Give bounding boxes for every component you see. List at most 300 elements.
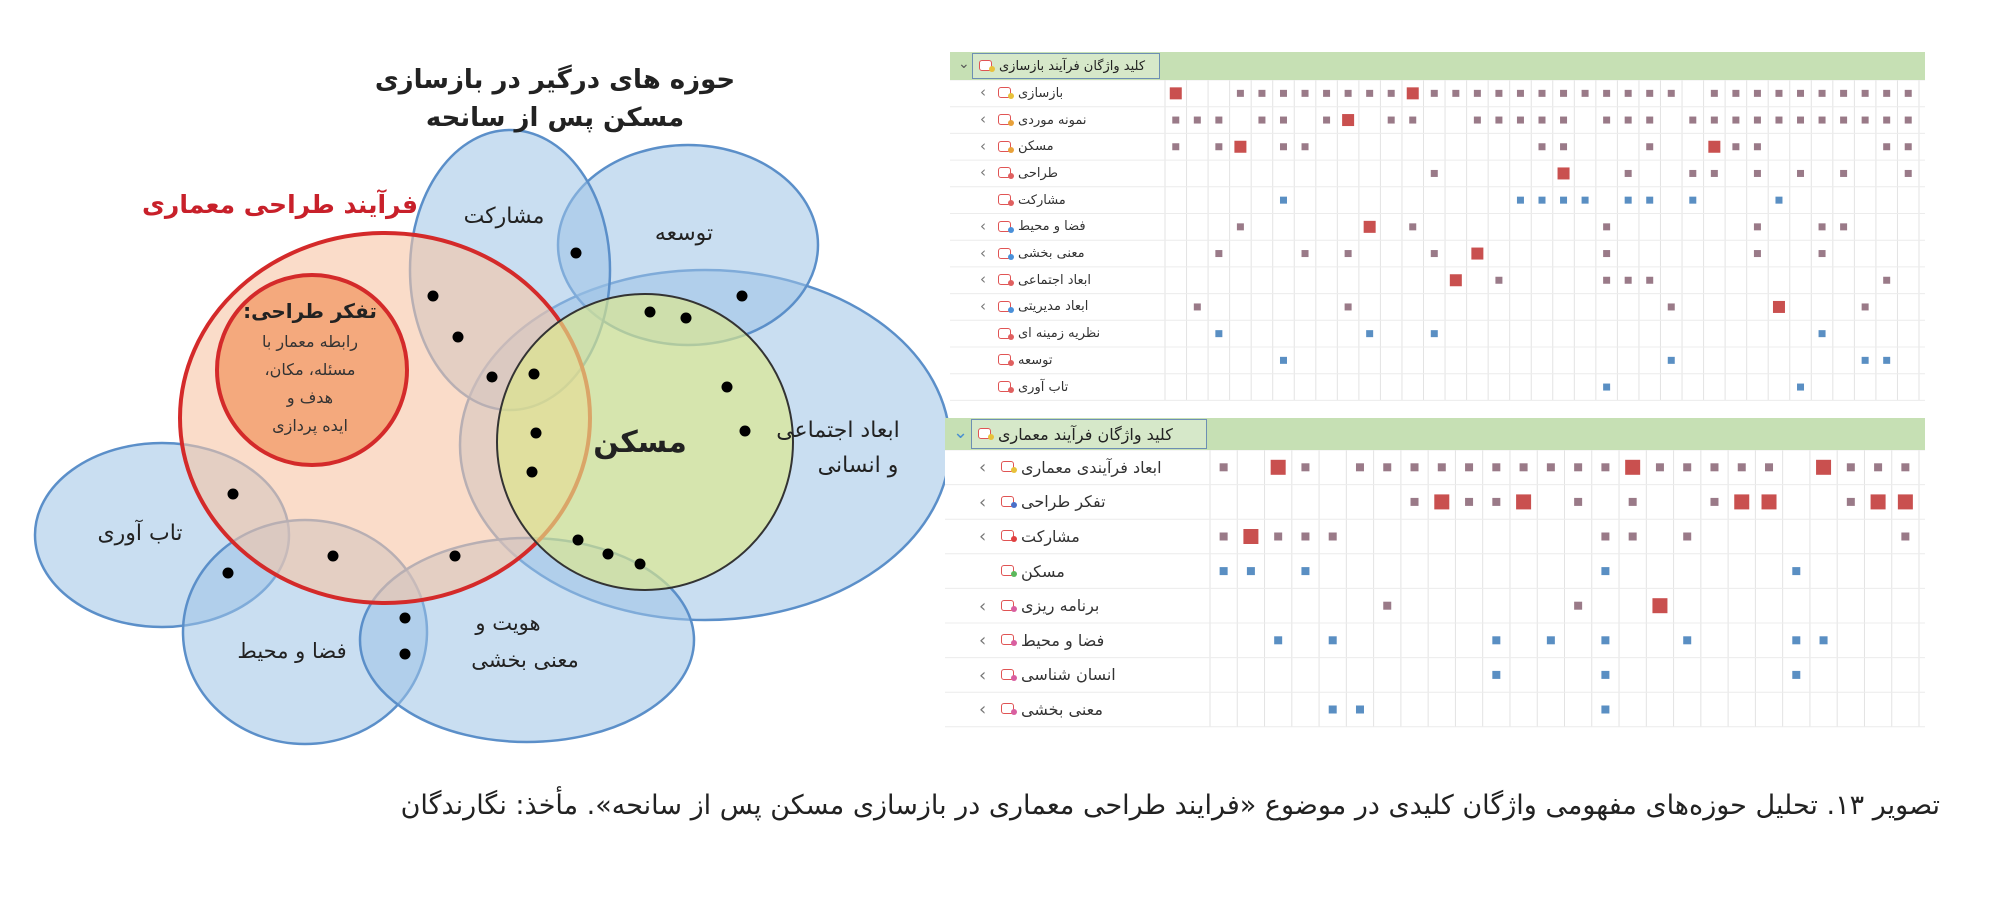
code-occurrence-marker[interactable]	[1302, 90, 1309, 97]
code-icon	[998, 274, 1014, 286]
code-occurrence-marker[interactable]	[1465, 498, 1473, 506]
expand-chevron-icon[interactable]: ‹	[980, 110, 986, 129]
code-occurrence-marker[interactable]	[1668, 303, 1675, 310]
matrix-row-label: مشارکت	[1018, 192, 1066, 208]
matrix-row[interactable]	[950, 240, 1165, 267]
code-occurrence-marker[interactable]	[1629, 498, 1637, 506]
matrix-header-label: کلید واژگان فرآیند معماری	[998, 424, 1173, 444]
code-occurrence-marker[interactable]	[1342, 114, 1354, 126]
code-occurrence-marker[interactable]	[1243, 529, 1258, 544]
code-occurrence-marker[interactable]	[1301, 533, 1309, 541]
code-occurrence-marker[interactable]	[1431, 90, 1438, 97]
venn-dot	[722, 382, 733, 393]
code-occurrence-marker[interactable]	[1280, 90, 1287, 97]
venn-dot	[400, 613, 411, 624]
code-occurrence-marker[interactable]	[1539, 197, 1546, 204]
code-occurrence-marker[interactable]	[1901, 463, 1909, 471]
code-occurrence-marker[interactable]	[1775, 90, 1782, 97]
code-occurrence-marker[interactable]	[1840, 223, 1847, 230]
social-label-line2: و انسانی	[817, 453, 899, 478]
code-occurrence-marker[interactable]	[1601, 706, 1609, 714]
expand-chevron-icon[interactable]: ‹	[980, 270, 986, 289]
code-occurrence-marker[interactable]	[1539, 90, 1546, 97]
code-occurrence-marker[interactable]	[1383, 463, 1391, 471]
venn-dot	[571, 248, 582, 259]
design-thinking-line: مسئله، مکان،	[264, 360, 356, 379]
code-occurrence-marker[interactable]	[1302, 143, 1309, 150]
code-occurrence-marker[interactable]	[1625, 460, 1640, 475]
expand-chevron-icon[interactable]: ‹	[980, 83, 986, 102]
design-thinking-heading: تفکر طراحی:	[243, 299, 377, 323]
code-occurrence-marker[interactable]	[1329, 636, 1337, 644]
diagram-title-line2: مسکن پس از سانحه	[425, 103, 685, 133]
matrix-row-label: نظریه زمینه ای	[1018, 326, 1101, 342]
code-occurrence-marker[interactable]	[1754, 250, 1761, 257]
code-occurrence-marker[interactable]	[1280, 357, 1287, 364]
matrix-row[interactable]	[950, 160, 1165, 187]
code-occurrence-marker[interactable]	[1450, 274, 1462, 286]
code-occurrence-marker[interactable]	[1215, 330, 1222, 337]
code-occurrence-marker[interactable]	[1754, 170, 1761, 177]
code-occurrence-marker[interactable]	[1431, 330, 1438, 337]
matrix-row-label: برنامه ریزی	[1021, 596, 1100, 616]
matrix-row[interactable]	[950, 187, 1165, 214]
code-occurrence-marker[interactable]	[1689, 117, 1696, 124]
code-occurrence-marker[interactable]	[1898, 494, 1913, 509]
code-occurrence-marker[interactable]	[1797, 384, 1804, 391]
code-occurrence-marker[interactable]	[1883, 117, 1890, 124]
code-occurrence-marker[interactable]	[1792, 636, 1800, 644]
code-occurrence-marker[interactable]	[1603, 223, 1610, 230]
code-occurrence-marker[interactable]	[1329, 533, 1337, 541]
code-occurrence-marker[interactable]	[1434, 494, 1449, 509]
code-occurrence-marker[interactable]	[1819, 250, 1826, 257]
development-label: توسعه	[654, 221, 714, 246]
code-occurrence-marker[interactable]	[1732, 117, 1739, 124]
code-occurrence-marker[interactable]	[1601, 567, 1609, 575]
matrix-row-label: ابعاد فرآیندی معماری	[1021, 457, 1162, 477]
code-occurrence-marker[interactable]	[1601, 463, 1609, 471]
matrix-row-label: توسعه	[1018, 352, 1053, 368]
design-thinking-line: هدف و	[286, 388, 334, 407]
code-occurrence-marker[interactable]	[1574, 602, 1582, 610]
code-occurrence-marker[interactable]	[1862, 90, 1869, 97]
code-icon	[998, 354, 1014, 366]
expand-chevron-icon[interactable]: ‹	[980, 136, 986, 155]
code-occurrence-marker[interactable]	[1356, 706, 1364, 714]
code-occurrence-marker[interactable]	[1520, 463, 1528, 471]
code-occurrence-marker[interactable]	[1302, 250, 1309, 257]
matrix-row[interactable]	[950, 347, 1165, 374]
code-occurrence-marker[interactable]	[1775, 117, 1782, 124]
code-occurrence-marker[interactable]	[1582, 90, 1589, 97]
venn-dot	[223, 568, 234, 579]
matrix-row-label: مسکن	[1021, 561, 1065, 581]
code-occurrence-marker[interactable]	[1194, 303, 1201, 310]
code-occurrence-marker[interactable]	[1517, 90, 1524, 97]
code-occurrence-marker[interactable]	[1237, 223, 1244, 230]
code-occurrence-marker[interactable]	[1775, 197, 1782, 204]
code-occurrence-marker[interactable]	[1517, 117, 1524, 124]
matrix-row[interactable]	[945, 588, 1210, 623]
code-occurrence-marker[interactable]	[1301, 567, 1309, 575]
expand-chevron-icon[interactable]: ‹	[979, 664, 987, 686]
code-occurrence-marker[interactable]	[1323, 117, 1330, 124]
code-occurrence-marker[interactable]	[1356, 463, 1364, 471]
matrix-row[interactable]	[950, 214, 1165, 241]
code-icon	[998, 114, 1014, 126]
venn-dot	[450, 551, 461, 562]
code-occurrence-marker[interactable]	[1603, 90, 1610, 97]
code-occurrence-marker[interactable]	[1492, 636, 1500, 644]
code-occurrence-marker[interactable]	[1547, 463, 1555, 471]
code-occurrence-marker[interactable]	[1646, 117, 1653, 124]
code-icon	[998, 141, 1014, 153]
matrix-row[interactable]	[950, 294, 1165, 321]
code-icon	[1001, 565, 1017, 577]
venn-dot	[527, 467, 538, 478]
code-occurrence-marker[interactable]	[1301, 463, 1309, 471]
code-occurrence-marker[interactable]	[1215, 117, 1222, 124]
code-occurrence-marker[interactable]	[1683, 463, 1691, 471]
code-occurrence-marker[interactable]	[1539, 143, 1546, 150]
code-icon	[1001, 669, 1017, 681]
code-occurrence-marker[interactable]	[1574, 498, 1582, 506]
expand-chevron-icon[interactable]: ‹	[979, 630, 987, 652]
code-occurrence-marker[interactable]	[1411, 463, 1419, 471]
matrix-row[interactable]	[945, 692, 1210, 727]
code-occurrence-marker[interactable]	[1271, 460, 1286, 475]
code-occurrence-marker[interactable]	[1539, 117, 1546, 124]
code-occurrence-marker[interactable]	[1668, 90, 1675, 97]
code-occurrence-marker[interactable]	[1646, 90, 1653, 97]
code-occurrence-marker[interactable]	[1280, 117, 1287, 124]
code-occurrence-marker[interactable]	[1345, 250, 1352, 257]
code-occurrence-marker[interactable]	[1280, 143, 1287, 150]
code-occurrence-marker[interactable]	[1840, 170, 1847, 177]
code-occurrence-marker[interactable]	[1797, 170, 1804, 177]
matrix-row[interactable]	[950, 133, 1165, 160]
code-occurrence-marker[interactable]	[1274, 636, 1282, 644]
code-occurrence-marker[interactable]	[1840, 117, 1847, 124]
code-occurrence-marker[interactable]	[1901, 533, 1909, 541]
code-occurrence-marker[interactable]	[1345, 303, 1352, 310]
code-occurrence-marker[interactable]	[1816, 460, 1831, 475]
matrix-row-label: مسکن	[1018, 139, 1054, 155]
code-occurrence-marker[interactable]	[1652, 598, 1667, 613]
code-occurrence-marker[interactable]	[1388, 117, 1395, 124]
code-occurrence-marker[interactable]	[1689, 197, 1696, 204]
code-occurrence-marker[interactable]	[1862, 117, 1869, 124]
code-occurrence-marker[interactable]	[1465, 463, 1473, 471]
code-occurrence-marker[interactable]	[1711, 170, 1718, 177]
code-occurrence-marker[interactable]	[1280, 197, 1287, 204]
code-icon	[998, 167, 1014, 179]
matrix-row-label: معنی بخشی	[1018, 246, 1085, 262]
code-occurrence-marker[interactable]	[1215, 250, 1222, 257]
venn-dot	[737, 291, 748, 302]
code-occurrence-marker[interactable]	[1603, 117, 1610, 124]
venn-dot	[573, 535, 584, 546]
collapse-chevron-icon[interactable]: ⌄	[953, 422, 969, 443]
code-occurrence-marker[interactable]	[1708, 141, 1720, 153]
collapse-chevron-icon[interactable]: ⌄	[958, 56, 970, 72]
code-occurrence-marker[interactable]	[1411, 498, 1419, 506]
matrix-row[interactable]	[945, 450, 1210, 485]
code-occurrence-marker[interactable]	[1625, 277, 1632, 284]
identity-label-line2: معنی بخشی	[471, 648, 579, 672]
code-occurrence-marker[interactable]	[1819, 90, 1826, 97]
code-occurrence-marker[interactable]	[1492, 671, 1500, 679]
expand-chevron-icon[interactable]: ‹	[980, 216, 986, 235]
expand-chevron-icon[interactable]: ‹	[980, 296, 986, 315]
venn-dot	[681, 313, 692, 324]
expand-chevron-icon[interactable]: ‹	[979, 491, 987, 513]
code-icon	[978, 428, 994, 440]
code-occurrence-marker[interactable]	[1547, 636, 1555, 644]
code-occurrence-marker[interactable]	[1883, 277, 1890, 284]
code-occurrence-marker[interactable]	[1646, 277, 1653, 284]
code-occurrence-marker[interactable]	[1792, 567, 1800, 575]
code-occurrence-marker[interactable]	[1625, 197, 1632, 204]
matrix-row-label: انسان شناسی	[1021, 665, 1116, 685]
code-occurrence-marker[interactable]	[1711, 117, 1718, 124]
matrix-row-label: تاب آوری	[1018, 379, 1069, 395]
code-occurrence-marker[interactable]	[1364, 221, 1376, 233]
housing-label: مسکن	[593, 425, 687, 460]
code-occurrence-marker[interactable]	[1492, 498, 1500, 506]
code-occurrence-marker[interactable]	[1603, 277, 1610, 284]
matrix-row-label: معنی بخشی	[1021, 699, 1103, 719]
expand-chevron-icon[interactable]: ‹	[979, 699, 987, 721]
code-occurrence-marker[interactable]	[1516, 494, 1531, 509]
code-icon	[1001, 634, 1017, 646]
matrix-header-label-box[interactable]	[972, 53, 1160, 79]
design-thinking-line: رابطه معمار با	[262, 332, 358, 351]
code-occurrence-marker[interactable]	[1883, 90, 1890, 97]
code-occurrence-marker[interactable]	[1474, 117, 1481, 124]
code-icon	[1001, 496, 1017, 508]
code-occurrence-marker[interactable]	[1603, 384, 1610, 391]
code-occurrence-marker[interactable]	[1862, 357, 1869, 364]
code-icon	[998, 328, 1014, 340]
resilience-label: تاب آوری	[97, 521, 183, 546]
code-occurrence-marker[interactable]	[1683, 533, 1691, 541]
code-occurrence-marker[interactable]	[1656, 463, 1664, 471]
code-occurrence-marker[interactable]	[1905, 90, 1912, 97]
matrix-row-label: تفکر طراحی	[1021, 492, 1106, 512]
code-occurrence-marker[interactable]	[1234, 141, 1246, 153]
participation-label: مشارکت	[463, 204, 545, 229]
code-occurrence-marker[interactable]	[1517, 197, 1524, 204]
code-icon	[979, 60, 995, 72]
expand-chevron-icon[interactable]: ‹	[979, 457, 987, 479]
code-occurrence-marker[interactable]	[1495, 277, 1502, 284]
code-occurrence-marker[interactable]	[1220, 463, 1228, 471]
matrix-row-label: فضا و محیط	[1021, 630, 1105, 650]
expand-chevron-icon[interactable]: ‹	[979, 526, 987, 548]
venn-dot	[400, 649, 411, 660]
code-occurrence-marker[interactable]	[1754, 117, 1761, 124]
design-thinking-line: ایده پردازی	[272, 416, 348, 435]
code-occurrence-marker[interactable]	[1847, 498, 1855, 506]
code-occurrence-marker[interactable]	[1646, 143, 1653, 150]
code-occurrence-marker[interactable]	[1847, 463, 1855, 471]
code-occurrence-marker[interactable]	[1383, 602, 1391, 610]
code-icon	[998, 248, 1014, 260]
matrix-row[interactable]	[945, 554, 1210, 589]
code-occurrence-marker[interactable]	[1711, 90, 1718, 97]
code-occurrence-marker[interactable]	[1601, 671, 1609, 679]
code-occurrence-marker[interactable]	[1366, 330, 1373, 337]
code-occurrence-marker[interactable]	[1668, 357, 1675, 364]
code-occurrence-marker[interactable]	[1732, 90, 1739, 97]
matrix-row[interactable]	[945, 519, 1210, 554]
code-occurrence-marker[interactable]	[1409, 223, 1416, 230]
figure-caption: تصویر ۱۳. تحلیل حوزه‌های مفهومی واژگان کلیدی در موضوع «فرایند طراحی معماری در بازسازی مسکن پس از سانحه». مأخذ: نگارندگان	[400, 790, 1940, 821]
code-occurrence-marker[interactable]	[1407, 87, 1419, 99]
code-occurrence-marker[interactable]	[1819, 117, 1826, 124]
social-label-line1: ابعاد اجتماعی	[776, 418, 900, 443]
code-occurrence-marker[interactable]	[1883, 357, 1890, 364]
code-occurrence-marker[interactable]	[1797, 117, 1804, 124]
code-occurrence-marker[interactable]	[1710, 463, 1718, 471]
code-occurrence-marker[interactable]	[1754, 90, 1761, 97]
code-occurrence-marker[interactable]	[1646, 197, 1653, 204]
process-label: فرآیند طراحی معماری	[142, 190, 418, 219]
code-occurrence-marker[interactable]	[1601, 636, 1609, 644]
matrix-row-label: طراحی	[1018, 165, 1059, 181]
code-occurrence-marker[interactable]	[1905, 170, 1912, 177]
venn-dot	[453, 332, 464, 343]
code-occurrence-marker[interactable]	[1819, 223, 1826, 230]
code-occurrence-marker[interactable]	[1871, 494, 1886, 509]
code-occurrence-marker[interactable]	[1560, 117, 1567, 124]
expand-chevron-icon[interactable]: ‹	[979, 595, 987, 617]
code-occurrence-marker[interactable]	[1170, 87, 1182, 99]
code-occurrence-marker[interactable]	[1820, 636, 1828, 644]
code-occurrence-marker[interactable]	[1495, 90, 1502, 97]
code-occurrence-marker[interactable]	[1797, 90, 1804, 97]
code-occurrence-marker[interactable]	[1732, 143, 1739, 150]
matrix-row-label: ابعاد اجتماعی	[1018, 272, 1092, 288]
code-occurrence-marker[interactable]	[1366, 90, 1373, 97]
matrix-row[interactable]	[945, 658, 1210, 693]
code-occurrence-marker[interactable]	[1625, 170, 1632, 177]
code-occurrence-marker[interactable]	[1862, 303, 1869, 310]
code-occurrence-marker[interactable]	[1438, 463, 1446, 471]
code-occurrence-marker[interactable]	[1452, 90, 1459, 97]
code-occurrence-marker[interactable]	[1874, 463, 1882, 471]
code-occurrence-marker[interactable]	[1754, 223, 1761, 230]
code-occurrence-marker[interactable]	[1172, 117, 1179, 124]
matrix-row[interactable]	[950, 374, 1165, 401]
code-occurrence-marker[interactable]	[1409, 117, 1416, 124]
code-occurrence-marker[interactable]	[1683, 636, 1691, 644]
code-occurrence-marker[interactable]	[1734, 494, 1749, 509]
matrix-row[interactable]	[950, 107, 1165, 134]
code-occurrence-marker[interactable]	[1601, 533, 1609, 541]
code-occurrence-marker[interactable]	[1172, 143, 1179, 150]
venn-diagram	[0, 0, 960, 760]
matrix-row[interactable]	[945, 485, 1210, 520]
matrix-header-label-box[interactable]	[971, 419, 1207, 449]
code-occurrence-marker[interactable]	[1625, 117, 1632, 124]
identity-label-line1: هویت و	[475, 611, 541, 635]
code-occurrence-marker[interactable]	[1738, 463, 1746, 471]
code-occurrence-marker[interactable]	[1431, 170, 1438, 177]
code-occurrence-marker[interactable]	[1247, 567, 1255, 575]
code-icon	[1001, 530, 1017, 542]
code-occurrence-marker[interactable]	[1819, 330, 1826, 337]
code-occurrence-marker[interactable]	[1345, 90, 1352, 97]
matrix-row[interactable]	[950, 320, 1165, 347]
venn-dot	[531, 428, 542, 439]
code-occurrence-marker[interactable]	[1558, 167, 1570, 179]
code-occurrence-marker[interactable]	[1773, 301, 1785, 313]
code-icon	[998, 301, 1014, 313]
code-occurrence-marker[interactable]	[1492, 463, 1500, 471]
code-occurrence-marker[interactable]	[1762, 494, 1777, 509]
code-occurrence-marker[interactable]	[1329, 706, 1337, 714]
code-occurrence-marker[interactable]	[1194, 117, 1201, 124]
code-occurrence-marker[interactable]	[1274, 533, 1282, 541]
code-occurrence-marker[interactable]	[1754, 143, 1761, 150]
code-occurrence-marker[interactable]	[1220, 567, 1228, 575]
matrix-row-label: مشارکت	[1021, 526, 1080, 546]
code-occurrence-marker[interactable]	[1258, 90, 1265, 97]
code-occurrence-marker[interactable]	[1625, 90, 1632, 97]
matrix-row[interactable]	[945, 623, 1210, 658]
code-occurrence-marker[interactable]	[1905, 117, 1912, 124]
code-icon	[1001, 703, 1017, 715]
code-occurrence-marker[interactable]	[1582, 197, 1589, 204]
code-occurrence-marker[interactable]	[1689, 170, 1696, 177]
venn-dot	[228, 489, 239, 500]
code-occurrence-marker[interactable]	[1883, 143, 1890, 150]
venn-dot	[603, 549, 614, 560]
code-occurrence-marker[interactable]	[1560, 143, 1567, 150]
code-occurrence-marker[interactable]	[1258, 117, 1265, 124]
code-occurrence-marker[interactable]	[1323, 90, 1330, 97]
code-occurrence-marker[interactable]	[1388, 90, 1395, 97]
code-occurrence-marker[interactable]	[1629, 533, 1637, 541]
expand-chevron-icon[interactable]: ‹	[980, 163, 986, 182]
code-occurrence-marker[interactable]	[1220, 533, 1228, 541]
code-occurrence-marker[interactable]	[1710, 498, 1718, 506]
code-occurrence-marker[interactable]	[1431, 250, 1438, 257]
code-occurrence-marker[interactable]	[1237, 90, 1244, 97]
code-occurrence-marker[interactable]	[1603, 250, 1610, 257]
matrix-row[interactable]	[950, 267, 1165, 294]
code-occurrence-marker[interactable]	[1495, 117, 1502, 124]
code-icon	[998, 221, 1014, 233]
code-occurrence-marker[interactable]	[1215, 143, 1222, 150]
code-occurrence-marker[interactable]	[1792, 671, 1800, 679]
code-occurrence-marker[interactable]	[1574, 463, 1582, 471]
code-occurrence-marker[interactable]	[1765, 463, 1773, 471]
matrix-row-label: نمونه موردی	[1018, 112, 1087, 128]
expand-chevron-icon[interactable]: ‹	[980, 243, 986, 262]
code-occurrence-marker[interactable]	[1471, 248, 1483, 260]
code-occurrence-marker[interactable]	[1840, 90, 1847, 97]
code-occurrence-marker[interactable]	[1560, 90, 1567, 97]
code-occurrence-marker[interactable]	[1474, 90, 1481, 97]
matrix-row-label: فضا و محیط	[1018, 219, 1086, 235]
code-occurrence-marker[interactable]	[1905, 143, 1912, 150]
code-occurrence-marker[interactable]	[1560, 197, 1567, 204]
matrix-row[interactable]	[950, 80, 1165, 107]
